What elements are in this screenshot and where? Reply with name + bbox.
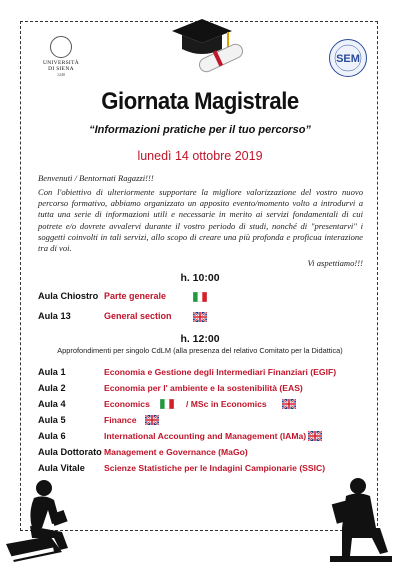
subtitle: “Informazioni pratiche per il tuo percorso” — [89, 124, 311, 136]
university-logo — [42, 36, 80, 77]
room-name: Aula 2 — [38, 383, 66, 393]
sem-logo — [328, 38, 368, 78]
course-name: International Accounting and Management (IAMa) — [104, 431, 307, 441]
session1-time: h. 10:00 — [180, 272, 220, 284]
course-name: Parte generale — [104, 291, 167, 301]
logo-line-3: 1240 — [57, 72, 65, 77]
uk-flag-icon — [193, 312, 207, 322]
room-name: Aula 13 — [38, 311, 71, 321]
graduation-cap-icon — [168, 17, 250, 79]
session2-note: Approfondimenti per singolo CdLM (alla presenza del relativo Comitato per la Didattica) — [57, 346, 343, 355]
room-name: Aula 5 — [38, 415, 66, 425]
sem-logo-text: SEM — [336, 53, 360, 65]
welcome-text: Benvenuti / Bentornati Ragazzi!!! — [38, 173, 154, 183]
event-date: lunedì 14 ottobre 2019 — [137, 149, 263, 163]
course-name: Finance — [104, 415, 137, 425]
room-name: Aula 1 — [38, 367, 66, 377]
room-name: Aula Chiostro — [38, 291, 99, 301]
uk-flag-icon — [308, 431, 322, 441]
session2-time: h. 12:00 — [180, 333, 220, 345]
page-title: Giornata Magistrale — [101, 88, 299, 115]
course-name-2: / MSc in Economics — [186, 399, 267, 409]
italy-flag-icon — [160, 399, 174, 409]
closing-text: Vi aspettiamo!!! — [307, 258, 363, 268]
logo-line-1: UNIVERSITÀ — [43, 60, 79, 66]
logo-line-2: DI SIENA — [48, 66, 74, 72]
body-paragraph: Con l'obiettivo di ulteriormente supportare la migliore valorizzazione del vostro nuovo percorso formativo, abbiamo organizzato un apposito evento/momento volto a introdurvi a tutta una serie di informazioni utili e necessarie in merito ai servizi fondamentali di cui potrete e/o dovrete avvalervi durante il vostro periodo di studi, nonché di "presentarvi" i soggetti coinvolti in tali servizi, allo scopo di creare una più profonda e proficua interazione tra di voi. — [38, 187, 363, 254]
room-name: Aula 4 — [38, 399, 66, 409]
course-name: Management e Governance (MaGo) — [104, 447, 248, 457]
uk-flag-icon — [282, 399, 296, 409]
italy-flag-icon — [193, 292, 207, 302]
reading-man-icon — [322, 476, 396, 564]
course-name: Economia e Gestione degli Intermediari Finanziari (EGIF) — [104, 367, 337, 377]
reading-student-icon — [2, 478, 92, 564]
course-name: Economia per l' ambiente e la sostenibilità (EAS) — [104, 383, 303, 393]
university-crest-icon — [50, 36, 72, 58]
course-name: General section — [104, 311, 172, 321]
room-name: Aula Dottorato — [38, 447, 102, 457]
course-name: Economics — [104, 399, 150, 409]
room-name: Aula Vitale — [38, 463, 85, 473]
course-name: Scienze Statistiche per le Indagini Campionarie (SSIC) — [104, 463, 326, 473]
room-name: Aula 6 — [38, 431, 66, 441]
uk-flag-icon — [145, 415, 159, 425]
